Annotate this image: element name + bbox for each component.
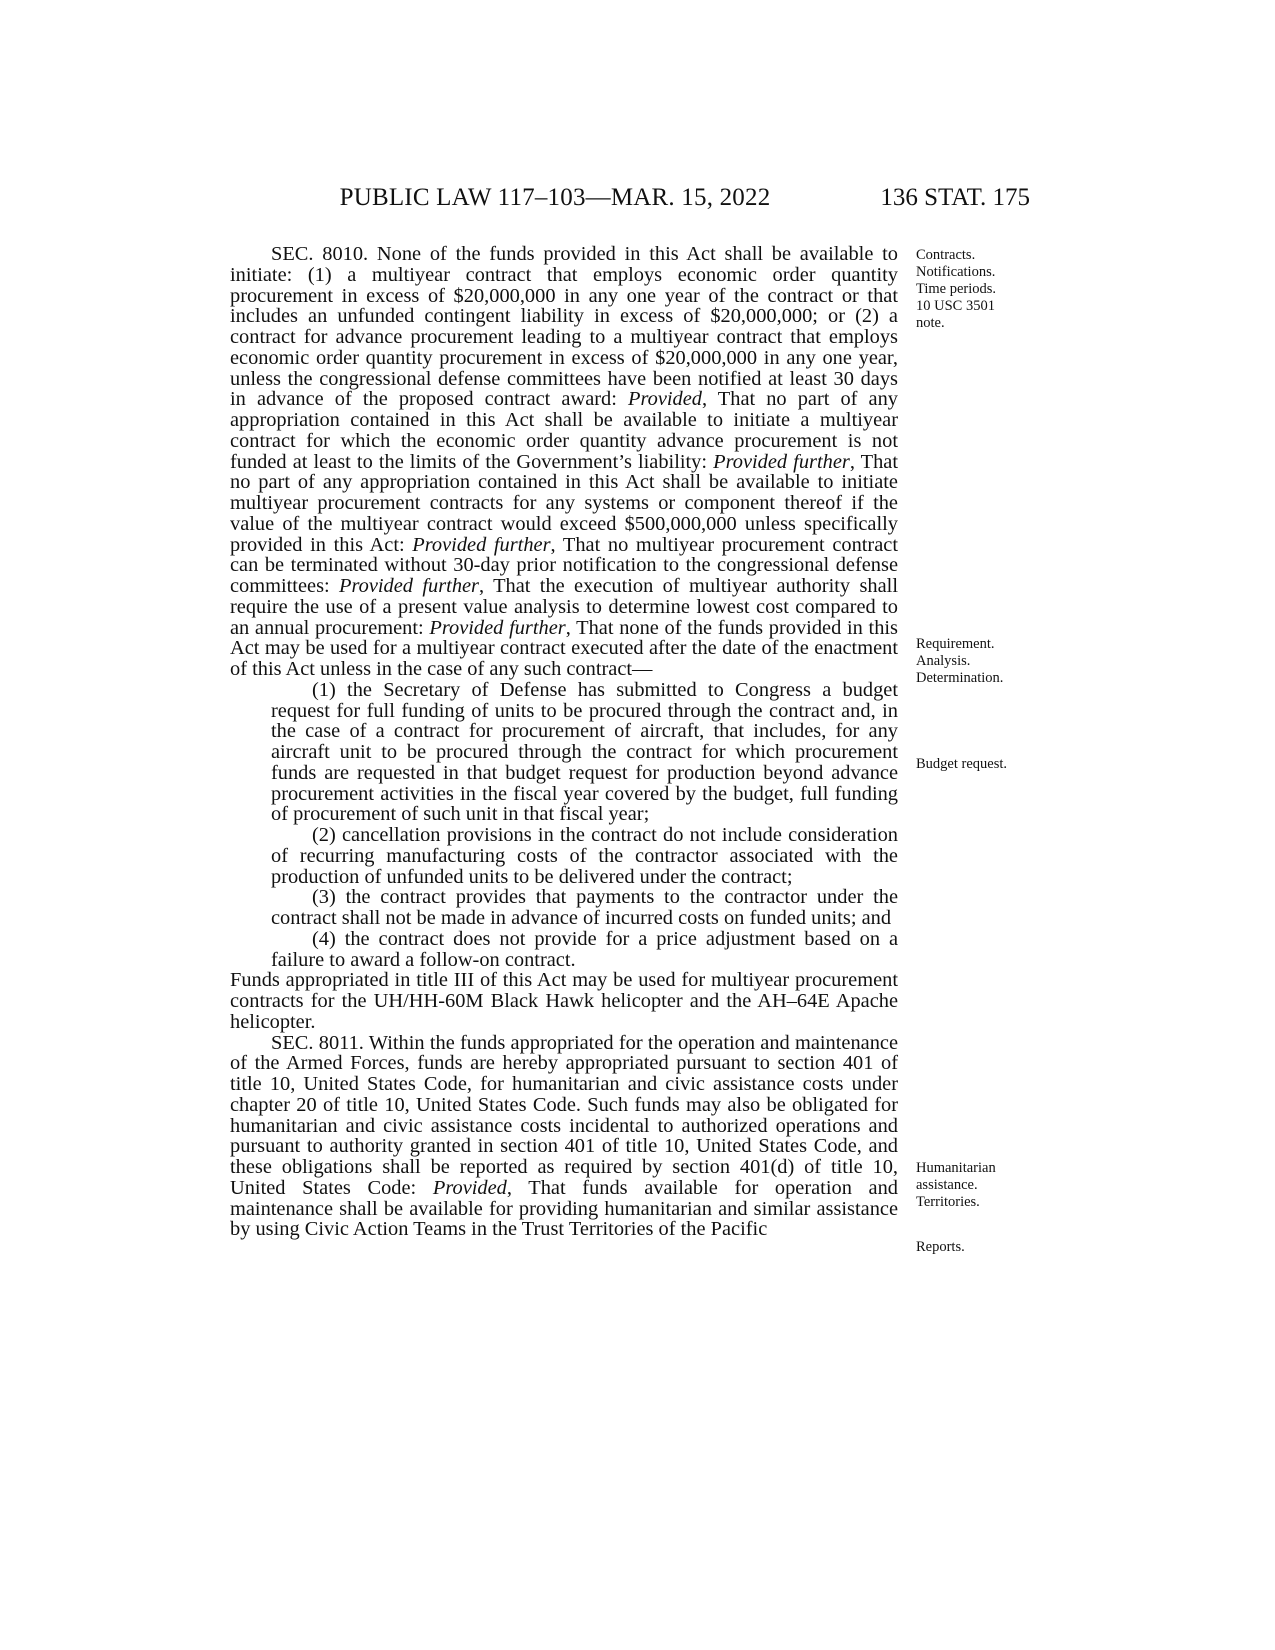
section-8010-paragraph: SEC. 8010. None of the funds provided in this Act shall be available to initiate: (1) a multiyear contract that employs economic order quantity procurement in excess of $20,000,000 in any one year of the contract or that includes an unfunded contingent liability in excess of $20,000,000; or (2) a contract for advance procurement leading to a multiyear contract that employs economic order quantity procurement in excess of $20,000,000 in any one year, unless the congressional defense committees have been notified at least 30 days in advance of the proposed contract award: Provided, That no part of any appropriation contained in this Act shall be available to initiate a multiyear contract for which the economic order quantity advance procurement is not funded at least to the limits of the Government’s liability: Provided further, That no part of any appropriation contained in this Act shall be available to initiate multiyear procurement contracts for any systems or component thereof if the value of the multiyear contract would exceed $500,000,000 unless specifically provided in this Act: Provided further, That no multiyear procurement contract can be terminated without 30-day prior notification to the congressional defense committees: Provided further, That the execution of multiyear authority shall require the use of a present value analysis to determine lowest cost compared to an annual procurement: Provided further, That none of the funds provided in this Act may be used for a multiyear contract executed after the date of the enactment of this Act unless in the case of any such contract— [230, 243, 899, 680]
page-stat-number: 136 STAT. 175 [880, 184, 1030, 211]
margin-note-contracts: Contracts. Notifications. Time periods. 10 USC 3501 note. [916, 247, 997, 331]
contract-condition-1: (1) the Secretary of Defense has submitted to Congress a budget request for full funding of units to be procured through the contract and, in the case of a contract for procurement of aircraft, that includes, for any aircraft unit to be procured through the contract for which procurement funds are requested in that budget request for production beyond advance procurement activities in the fiscal year covered by the budget, full funding of procurement of such unit in that fiscal year; [271, 678, 898, 826]
contract-condition-2: (2) cancellation provisions in the contract do not include consideration of recurring manufacturing costs of the contractor associated with the production of unfunded units to be delivered under the contract; [271, 824, 898, 888]
margin-note-budget-request: Budget request. [916, 756, 1008, 772]
section-8011-paragraph: SEC. 8011. Within the funds appropriated for the operation and maintenance of the Armed Forces, funds are hereby appropriated pursuant to section 401 of title 10, United States Code, for humanitarian and civic assistance costs under chapter 20 of title 10, United States Code. Such funds may also be obligated for humanitarian and civic assistance costs incidental to authorized operations and pursuant to authority granted in section 401 of title 10, United States Code, and these obligations shall be reported as required by section 401(d) of title 10, United States Code: Provided, That funds available for operation and maintenance shall be available for providing humanitarian and similar assistance by using Civic Action Teams in the Trust Territories of the Pacific [230, 1031, 899, 1241]
section-label: SEC. 8011. [271, 1031, 369, 1054]
running-header-title: PUBLIC LAW 117–103—MAR. 15, 2022 [339, 184, 771, 211]
contract-condition-4: (4) the contract does not provide for a price adjustment based on a failure to award a follow-on contract. [271, 927, 898, 971]
section-label: SEC. 8010. [271, 243, 377, 265]
page-body-text [230, 244, 898, 1240]
contract-condition-3: (3) the contract provides that payments to the contractor under the contract shall not be made in advance of incurred costs on funded units; and [271, 886, 898, 929]
margin-note-requirement: Requirement. Analysis. Determination. [916, 636, 1004, 686]
funds-title-iii-paragraph: Funds appropriated in title III of this Act may be used for multiyear procurement contracts for the UH/HH-60M Black Hawk helicopter and the AH–64E Apache helicopter. [230, 969, 898, 1033]
margin-note-reports: Reports. [916, 1239, 965, 1255]
margin-note-humanitarian: Humanitarian assistance. Territories. [916, 1160, 996, 1210]
